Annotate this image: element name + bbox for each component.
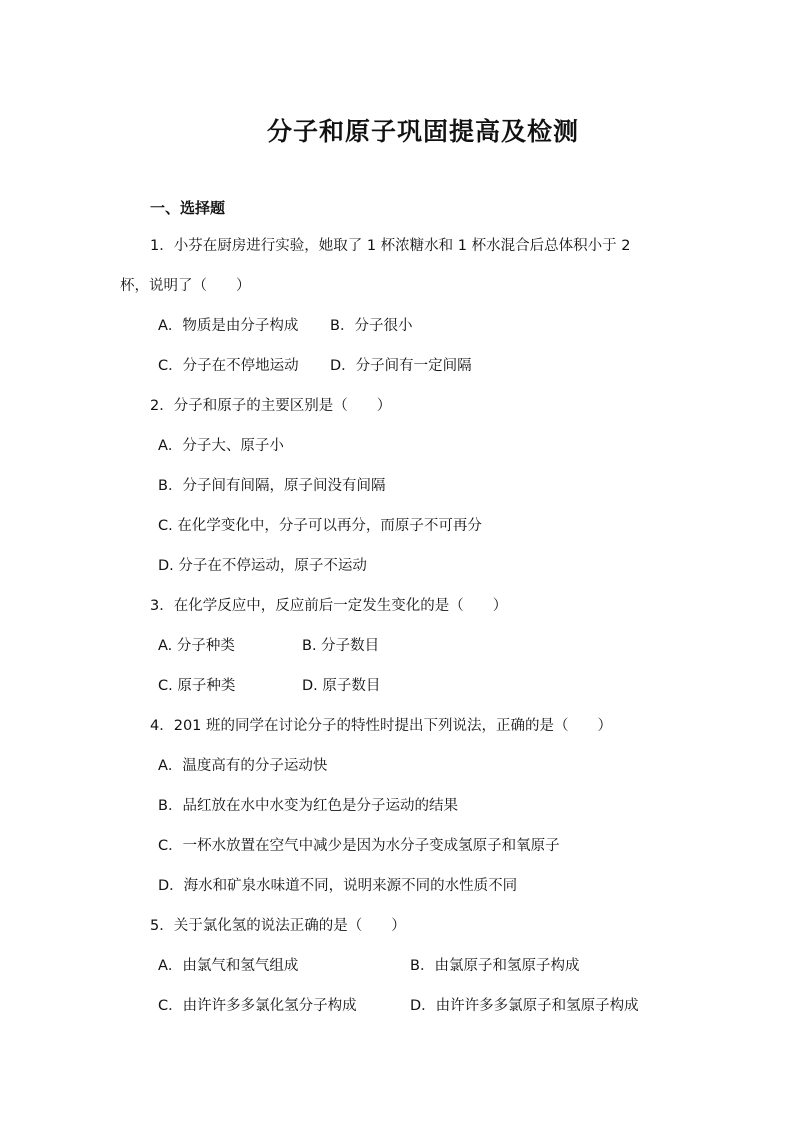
question-4-option-d: D．海水和矿泉水味道不同，说明来源不同的水性质不同 bbox=[158, 878, 518, 894]
question-1-option-a: A．物质是由分子构成 bbox=[158, 318, 299, 334]
question-5-option-d: D．由许许多多氯原子和氢原子构成 bbox=[410, 998, 639, 1014]
question-1-option-d: D．分子间有一定间隔 bbox=[330, 358, 472, 374]
question-4-option-b: B．品红放在水中水变为红色是分子运动的结果 bbox=[158, 798, 458, 814]
question-1-stem-line2: 杯，说明了（ ） bbox=[120, 278, 251, 294]
question-1-stem-line1: 1．小芬在厨房进行实验，她取了 1 杯浓糖水和 1 杯水混合后总体积小于 2 bbox=[150, 238, 631, 254]
question-5-option-b: B．由氯原子和氢原子构成 bbox=[410, 958, 580, 974]
question-5-stem: 5．关于氯化氢的说法正确的是（ ） bbox=[150, 918, 406, 934]
question-1-option-c: C．分子在不停地运动 bbox=[158, 358, 299, 374]
section-heading: 一、选择题 bbox=[150, 199, 226, 217]
question-4-option-a: A．温度高有的分子运动快 bbox=[158, 758, 328, 774]
question-2-option-a: A．分子大、原子小 bbox=[158, 438, 284, 454]
question-3-option-a: A. 分子种类 bbox=[158, 638, 235, 654]
question-2-option-d: D. 分子在不停运动，原子不运动 bbox=[158, 558, 367, 574]
page-title: 分子和原子巩固提高及检测 bbox=[266, 117, 579, 146]
question-3-option-b: B. 分子数目 bbox=[302, 638, 380, 654]
question-5-option-a: A．由氯气和氢气组成 bbox=[158, 958, 299, 974]
question-2-stem: 2．分子和原子的主要区别是（ ） bbox=[150, 398, 392, 414]
question-2-option-c: C. 在化学变化中，分子可以再分，而原子不可再分 bbox=[158, 518, 482, 534]
question-3-option-d: D. 原子数目 bbox=[302, 678, 381, 694]
question-3-stem: 3．在化学反应中，反应前后一定发生变化的是（ ） bbox=[150, 598, 508, 614]
question-2-option-b: B．分子间有间隔，原子间没有间隔 bbox=[158, 478, 386, 494]
question-3-option-c: C. 原子种类 bbox=[158, 678, 236, 694]
question-4-stem: 4．201 班的同学在讨论分子的特性时提出下列说法，正确的是（ ） bbox=[150, 718, 613, 734]
question-5-option-c: C．由许许多多氯化氢分子构成 bbox=[158, 998, 357, 1014]
question-4-option-c: C．一杯水放置在空气中减少是因为水分子变成氢原子和氧原子 bbox=[158, 838, 560, 854]
question-1-option-b: B．分子很小 bbox=[330, 318, 413, 334]
